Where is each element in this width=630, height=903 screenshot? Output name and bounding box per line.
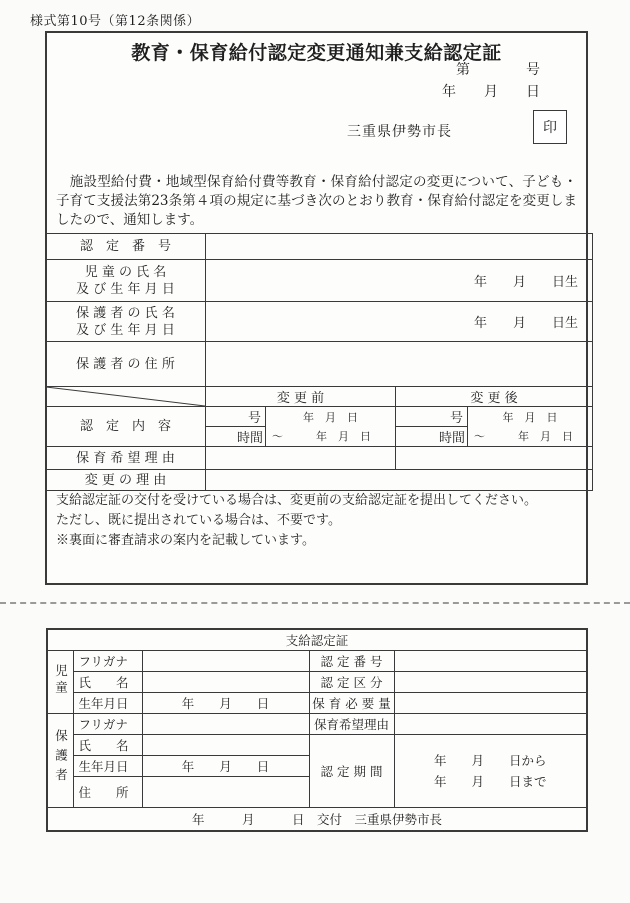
- table-row: [47, 713, 587, 734]
- notice-body-text: 施設型給付費・地域型保育給付費等教育・保育給付認定の変更について、子ども・子育て支援法第23条第４項の規定に基づき次のとおり教育・保育給付認定を変更しましたので、通知します。: [56, 174, 577, 228]
- change-reason-value-cell: [206, 470, 593, 491]
- care-required-label: 保 育 必 要 量: [309, 692, 394, 713]
- child-group-label: [47, 650, 73, 713]
- child-birthdate-label: 生年月日: [73, 692, 142, 713]
- table-row: [46, 342, 593, 387]
- guardian-name-label: 氏 名: [73, 734, 142, 755]
- benefit-certificate-table: [46, 628, 588, 832]
- child-name-value-cell: [142, 671, 309, 692]
- document-number-line: 第 号: [456, 62, 540, 78]
- care-reason-after-cell: [396, 447, 593, 470]
- cert-number-value-cell: [394, 650, 587, 671]
- after-change-header: 変 更 後: [396, 387, 593, 407]
- child-name-value-cell: 年 月 日生: [206, 260, 593, 302]
- cert-period-label: 認 定 期 間: [309, 734, 394, 807]
- guardian-group-text: 保護者: [53, 729, 69, 788]
- table-row: [47, 692, 587, 713]
- table-row: [46, 260, 593, 302]
- footnote-line: ※裏面に審査請求の案内を記載しています。: [56, 533, 315, 548]
- guardian-name-value-cell: [142, 734, 309, 755]
- before-period-cell: ～ 年 月 日: [266, 427, 396, 447]
- after-period-cell: ～ 年 月 日: [468, 427, 593, 447]
- before-date-cell: 年 月 日: [266, 407, 396, 427]
- after-number-suffix: 号: [396, 407, 468, 427]
- before-change-header: 変 更 前: [206, 387, 396, 407]
- guardian-group-label: [47, 713, 73, 807]
- guardian-furigana-value-cell: [142, 713, 309, 734]
- table-row: [47, 807, 587, 831]
- after-date-cell: 年 月 日: [468, 407, 593, 427]
- table-row: [46, 407, 593, 427]
- guardian-name-label-line1: 保 護 者 の 氏 名: [76, 305, 175, 321]
- table-row: [47, 650, 587, 671]
- cert-number-label: 認 定 番 号: [46, 234, 206, 260]
- guardian-birthdate-label: 生年月日: [73, 755, 142, 776]
- cert-number-value-cell: [206, 234, 593, 260]
- table-row: [47, 671, 587, 692]
- guardian-address-label: 保 護 者 の 住 所: [46, 342, 206, 387]
- care-reason-value-cell: [394, 713, 587, 734]
- cut-separator-line: [0, 602, 630, 604]
- document-date-line: 年 月 日: [442, 84, 540, 100]
- table-row: [47, 629, 587, 650]
- guardian-address-label: 住 所: [73, 776, 142, 807]
- official-seal-box: [533, 110, 567, 144]
- notice-title: 教育・保育給付認定変更通知兼支給認定証: [131, 42, 502, 64]
- cert-period-to: 年 月 日まで: [434, 773, 547, 789]
- table-row: [46, 470, 593, 491]
- guardian-birthdate-value-cell: 年 月 日: [142, 755, 309, 776]
- guardian-furigana-label: フリガナ: [73, 713, 142, 734]
- cert-period-from: 年 月 日から: [434, 752, 547, 768]
- notice-detail-table: [45, 233, 593, 491]
- cert-category-label: 認 定 区 分: [309, 671, 394, 692]
- cert-number-label: 認 定 番 号: [309, 650, 394, 671]
- before-time-label: 時間: [206, 427, 266, 447]
- table-row: [46, 302, 593, 342]
- before-number-suffix: 号: [206, 407, 266, 427]
- after-time-label: 時間: [396, 427, 468, 447]
- table-row: [46, 234, 593, 260]
- table-row: [46, 447, 593, 470]
- child-name-label: 氏 名: [73, 671, 142, 692]
- care-reason-before-cell: [206, 447, 396, 470]
- issuer-name: 三重県伊勢市長: [347, 124, 452, 140]
- care-required-value-cell: [394, 692, 587, 713]
- table-row: [46, 387, 593, 407]
- diagonal-header-cell: [46, 387, 206, 407]
- change-notice-box: [45, 31, 588, 585]
- child-name-label-line2: 及 び 生 年 月 日: [76, 281, 175, 297]
- guardian-name-label: [46, 302, 206, 342]
- form-style-note: 様式第10号（第12条関係）: [30, 14, 201, 29]
- guardian-name-value-cell: 年 月 日生: [206, 302, 593, 342]
- child-name-label: [46, 260, 206, 302]
- footnote-line: 支給認定証の交付を受けている場合は、変更前の支給認定証を提出してください。: [56, 493, 538, 508]
- cert-category-value-cell: [394, 671, 587, 692]
- cert-period-value-cell: [394, 734, 587, 807]
- table-row: [47, 734, 587, 755]
- guardian-address-value-cell: [206, 342, 593, 387]
- child-name-label-line1: 児 童 の 氏 名: [84, 264, 167, 280]
- certificate-issue-footer: 年 月 日 交付 三重県伊勢市長: [47, 807, 587, 831]
- child-furigana-label: フリガナ: [73, 650, 142, 671]
- diagonal-line: [46, 387, 205, 406]
- seal-label: 印: [543, 120, 557, 136]
- certificate-title: 支給認定証: [47, 629, 587, 650]
- footnote-line: ただし、既に提出されている場合は、不要です。: [56, 513, 341, 528]
- guardian-name-label-line2: 及 び 生 年 月 日: [76, 322, 175, 338]
- child-group-text: 児童: [53, 663, 69, 697]
- guardian-address-value-cell: [142, 776, 309, 807]
- change-reason-label: 変 更 の 理 由: [46, 470, 206, 491]
- notice-footnotes: [56, 491, 577, 551]
- care-reason-label: 保 育 希 望 理 由: [46, 447, 206, 470]
- certification-content-label: 認 定 内 容: [46, 407, 206, 447]
- child-birthdate-value-cell: 年 月 日: [142, 692, 309, 713]
- child-furigana-value-cell: [142, 650, 309, 671]
- care-reason-label: 保育希望理由: [309, 713, 394, 734]
